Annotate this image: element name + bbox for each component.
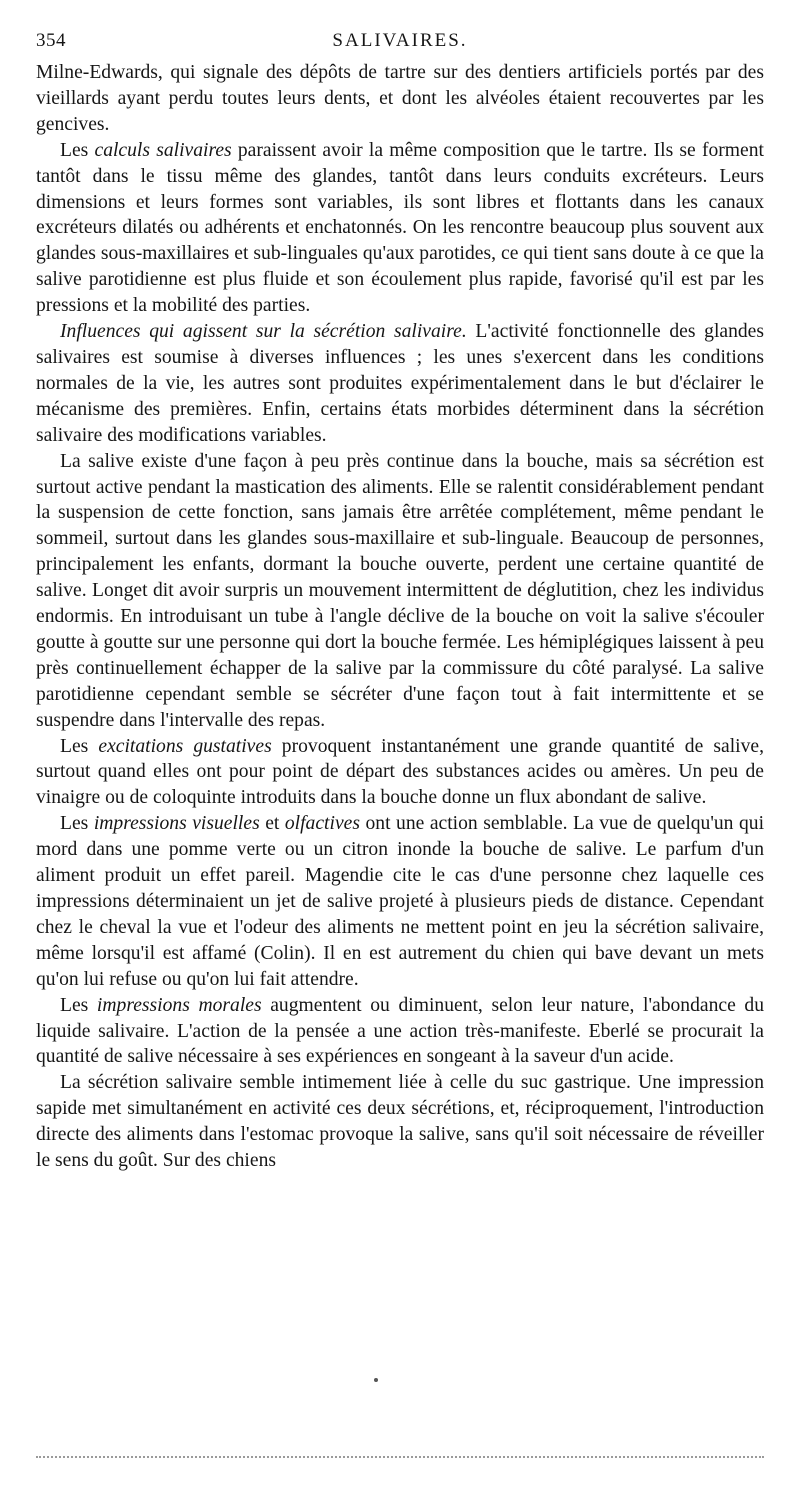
text-run: et (259, 813, 285, 835)
italic-phrase: impressions visuelles (93, 813, 260, 835)
paragraph (36, 811, 764, 992)
italic-phrase: excitations gustatives (98, 735, 272, 757)
running-title: SALIVAIRES. (332, 30, 468, 51)
italic-phrase: impressions morales (96, 994, 262, 1016)
ink-speck (374, 1378, 378, 1382)
paragraph (36, 734, 764, 812)
italic-phrase: Influences qui agissent sur la sécrétion salivaire. (60, 321, 467, 343)
paragraph (36, 449, 764, 734)
paragraph (36, 60, 764, 138)
paragraph (36, 138, 764, 319)
text-run: paraissent avoir la même composition que le tartre. Ils se forment tantôt dans le tissu même des glandes, tantôt dans leurs conduits excréteurs. Leurs dimensions et leurs formes sont variables, ils sont libres et flottants dans les canaux excréteurs dilatés ou adhérents et enchatonnés. On les rencontre beaucoup plus souvent aux glandes sous-maxillaires et sub-linguales qu'aux parotides, ce qui tient sans doute à ce que la salive parotidienne est plus fluide et son écoulement plus rapide, favorisé qu'il est par les pressions et la mobilité des parties. (36, 139, 764, 317)
text-run: Les (60, 735, 99, 757)
text-run: La salive existe d'une façon à peu près continue dans la bouche, mais sa sécrétion est surtout active pendant la mastication des aliments. Elle se ralentit considérablement pendant la suspension de cette fonction, sans jamais être arrêtée complétement, même pendant le sommeil, surtout dans les glandes sous-maxillaire et sub-linguale. Beaucoup de personnes, principalement les enfants, dormant la bouche ouverte, perdent une certaine quantité de salive. Longet dit avoir surpris un mouvement intermittent de déglutition, chez les individus endormis. En introduisant un tube à l'angle déclive de la bouche on voit la salive s'écouler goutte à goutte sur une personne qui dort la bouche fermée. Les hémiplégiques laissent à peu près continuellement échapper de la salive par la commissure du côté paralysé. La salive parotidienne cependant semble se sécréter d'une façon tout à fait intermittente et se suspendre dans l'intervalle des repas. (36, 450, 765, 731)
paragraph (36, 993, 764, 1071)
text-run: Milne-Edwards, qui signale des dépôts de tartre sur des dentiers artificiels portés par des vieillards ayant perdu toutes leurs dents, et dont les alvéoles étaient recouvertes par les gencives. (36, 62, 764, 135)
text-run: Les (60, 994, 97, 1016)
text-run: ont une action semblable. La vue de quelqu'un qui mord dans une pomme verte ou un citron inonde la bouche de salive. Le parfum d'un aliment produit un effet pareil. Magendie cite le cas d'une personne chez laquelle ces impressions déterminaient un jet de salive projeté à plusieurs pieds de distance. Cependant chez le cheval la vue et l'odeur des aliments ne mettent point en jeu la sécrétion salivaire, même lorsqu'il est affamé (Colin). Il en est autrement du chien qui bave devant un mets qu'on lui refuse ou qu'on lui fait attendre. (36, 813, 765, 990)
text-run: Les (60, 139, 95, 161)
italic-phrase: calculs salivaires (94, 139, 232, 161)
book-page (36, 30, 764, 1174)
text-run: Les (60, 813, 94, 835)
page-number: 354 (36, 30, 66, 51)
paragraph (36, 319, 764, 449)
text-run: augmentent ou diminuent, selon leur nature, l'abondance du liquide salivaire. L'action de la pensée a une action très-manifeste. Eberlé se procurait la quantité de salive nécessaire à ses expériences en songeant à la saveur d'un acide. (36, 994, 764, 1068)
italic-phrase: olfactives (284, 813, 360, 835)
paragraph (36, 1070, 764, 1174)
footer-dotted-rule (36, 1456, 764, 1458)
body-text (36, 60, 764, 1174)
text-run: La sécrétion salivaire semble intimement liée à celle du suc gastrique. Une impression sapide met simultanément en activité ces deux sécrétions, et, réciproquement, l'introduction directe des aliments dans l'estomac provoque la salive, sans qu'il soit nécessaire de réveiller le sens du goût. Sur des chiens (36, 1072, 764, 1172)
page-header (36, 30, 764, 60)
text-run: L'activité fonctionnelle des glandes salivaires est soumise à diverses influences ; les unes s'exercent dans les conditions normales de la vie, les autres sont produites expérimentalement dans le but d'éclairer le mécanisme des premières. Enfin, certains états morbides déterminent dans la sécrétion salivaire des modifications variables. (36, 321, 764, 446)
text-run: provoquent instantanément une grande quantité de salive, surtout quand elles ont pour point de départ des substances acides ou amères. Un peu de vinaigre ou de coloquinte introduits dans la bouche donne un flux abondant de salive. (36, 735, 764, 809)
